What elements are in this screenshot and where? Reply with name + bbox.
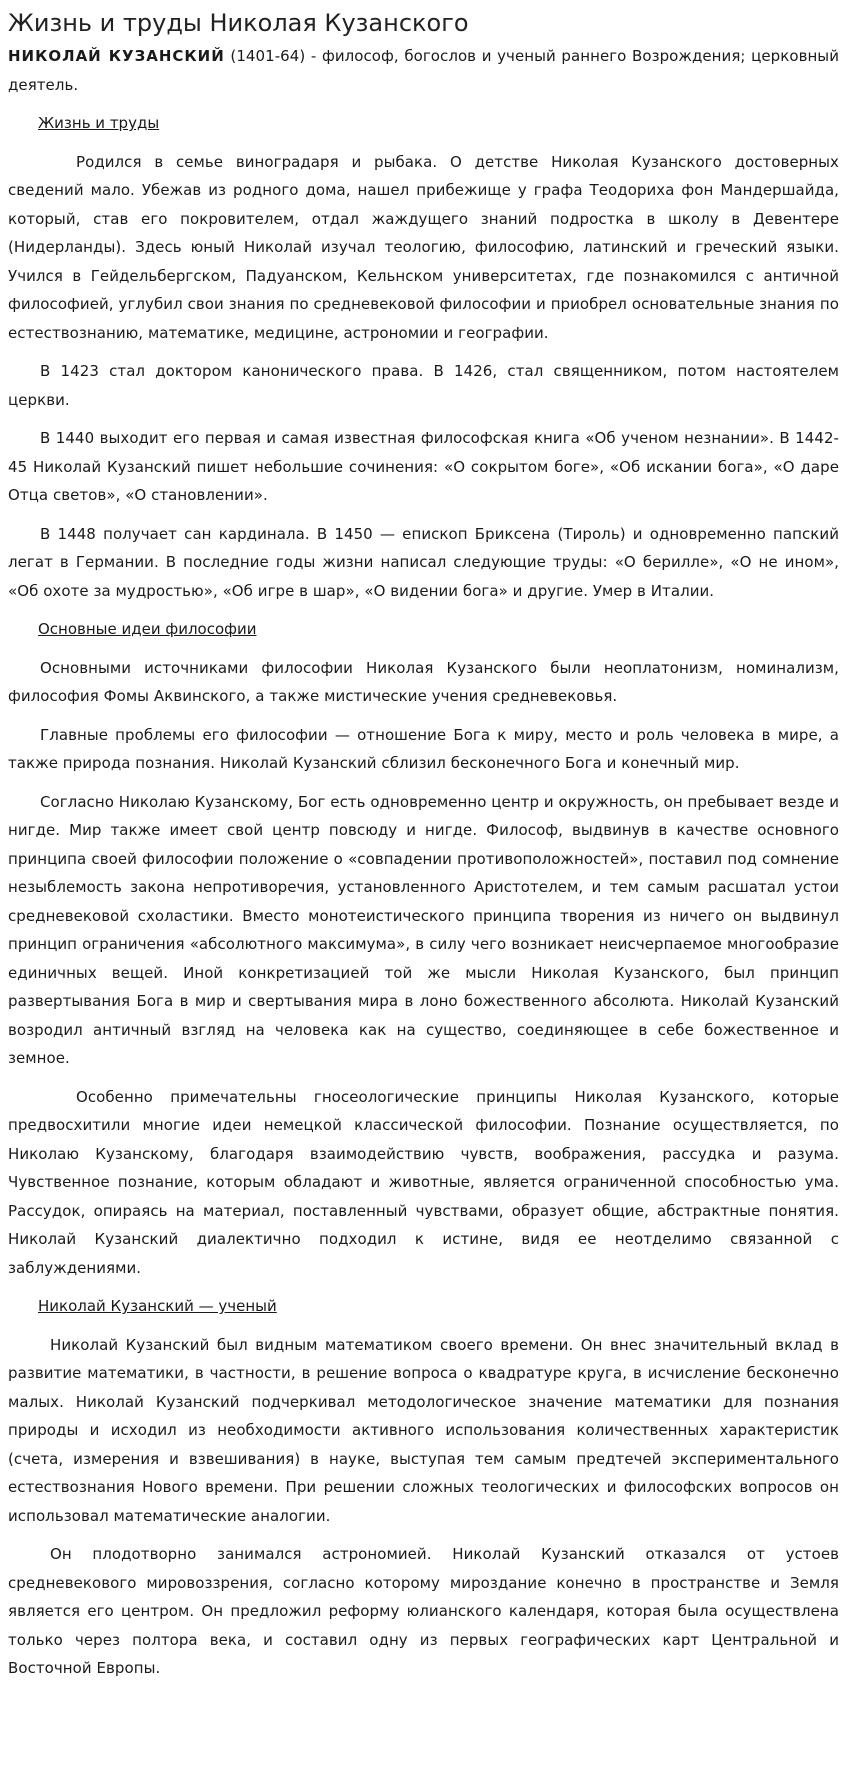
section-heading-ideas: Основные идеи философии <box>38 620 257 638</box>
paragraph-sources: Основными источниками философии Николая Кузанского были неоплатонизм, номинализм, философия Фомы Аквинского, а также мистические учения средневековья. <box>8 658 839 705</box>
article <box>8 0 839 1693</box>
section-heading-life: Жизнь и труды <box>38 114 160 132</box>
paragraph-epistemology: Особенно примечательны гносеологические принципы Николая Кузанского, которые предвосхитили многие идеи немецкой классической философии. Познание осуществляется, по Николаю Кузанскому, благодаря взаимодействию чувств, воображения, рассудка и разума. Чувственное познание, которым обладают и животные, является ограниченной способностью ума. Рассудок, опираясь на материал, поставленный чувствами, образует общие, абстрактные понятия. Николай Кузанский диалектично подходил к истине, видя ее неотделимо связанной с заблуждениями. <box>8 1087 839 1277</box>
paragraph-cardinal: В 1448 получает сан кардинала. В 1450 — епископ Бриксена (Тироль) и одновременно папский легат в Германии. В последние годы жизни написал следующие труды: «О берилле», «О не ином», «Об охоте за мудростью», «Об игре в шар», «О видении бога» и другие. Умер в Италии. <box>8 524 839 600</box>
paragraph-astronomy: Он плодотворно занимался астрономией. Николай Кузанский отказался от устоев средневекового мировоззрения, согласно которому мироздание конечно в пространстве и Земля является его центром. Он предложил реформу юлианского календаря, которая была осуществлена только через полтора века, и составил одну из первых географических карт Центральной и Восточной Европы. <box>8 1545 839 1677</box>
paragraph-main-problems: Главные проблемы его философии — отношение Бога к миру, место и роль человека в мире, а также природа познания. Николай Кузанский сблизил бесконечного Бога и конечный мир. <box>8 725 839 772</box>
paragraph-first-book: В 1440 выходит его первая и самая известная философская книга «Об ученом незнании». В 1442-45 Николай Кузанский пишет небольшие сочинения: «О сокрытом боге», «Об искании бога», «О даре Отца светов», «О становлении». <box>8 429 839 504</box>
section-heading-scientist: Николай Кузанский — ученый <box>38 1297 277 1315</box>
intro-name: НИКОЛАЙ КУЗАНСКИЙ <box>8 47 225 65</box>
intro-text: (1401-64) - философ, богослов и ученый раннего Возрождения; церковный деятель. <box>8 47 840 94</box>
paragraph-doctorate: В 1423 стал доктором канонического права. В 1426, стал священником, потом настоятелем церкви. <box>8 362 839 409</box>
paragraph-birth: Родился в семье виноградаря и рыбака. О детстве Николая Кузанского достоверных сведений мало. Убежав из родного дома, нашел прибежище у графа Теодориха фон Мандершайда, который, став его покровителем, отдал жаждущего знаний подростка в школу в Девентере (Нидерланды). Здесь юный Николай изучал теологию, философию, латинский и греческий языки. Учился в Гейдельбергском, Падуанском, Кельнском университетах, где познакомился с античной философией, углубил свои знания по средневековой философии и приобрел основательные знания по естествознанию, математике, медицине, астрономии и географии. <box>8 152 839 342</box>
paragraph-mathematics: Николай Кузанский был видным математиком своего времени. Он внес значительный вклад в развитие математики, в частности, в решение вопроса о квадратуре круга, в исчисление бесконечно малых. Николай Кузанский подчеркивал методологическое значение математики для познания природы и исходил из необходимости активного использования количественных характеристик (счета, измерения и взвешивания) в науке, выступая тем самым предтечей экспериментального естествознания Нового времени. При решении сложных теологических и философских вопросов он использовал математические аналогии. <box>8 1335 839 1525</box>
page-title: Жизнь и труды Николая Кузанского <box>8 9 469 37</box>
intro-paragraph <box>8 42 839 99</box>
paragraph-god-and-world: Согласно Николаю Кузанскому, Бог есть одновременно центр и окружность, он пребывает везде и нигде. Мир также имеет свой центр повсюду и нигде. Философ, выдвинув в качестве основного принципа своей философии положение о «совпадении противоположностей», поставил под сомнение незыблемость закона непротиворечия, установленного Аристотелем, и тем самым расшатал устои средневековой схоластики. Вместо монотеистического принципа творения из ничего он выдвинул принцип ограничения «абсолютного максимума», в силу чего возникает неисчерпаемое многообразие единичных вещей. Иной конкретизацией той же мысли Николая Кузанского, был принцип развертывания Бога в мир и свертывания мира в лоно божественного абсолюта. Николай Кузанский возродил античный взгляд на человека как на существо, соединяющее в себе божественное и земное. <box>8 792 839 1067</box>
